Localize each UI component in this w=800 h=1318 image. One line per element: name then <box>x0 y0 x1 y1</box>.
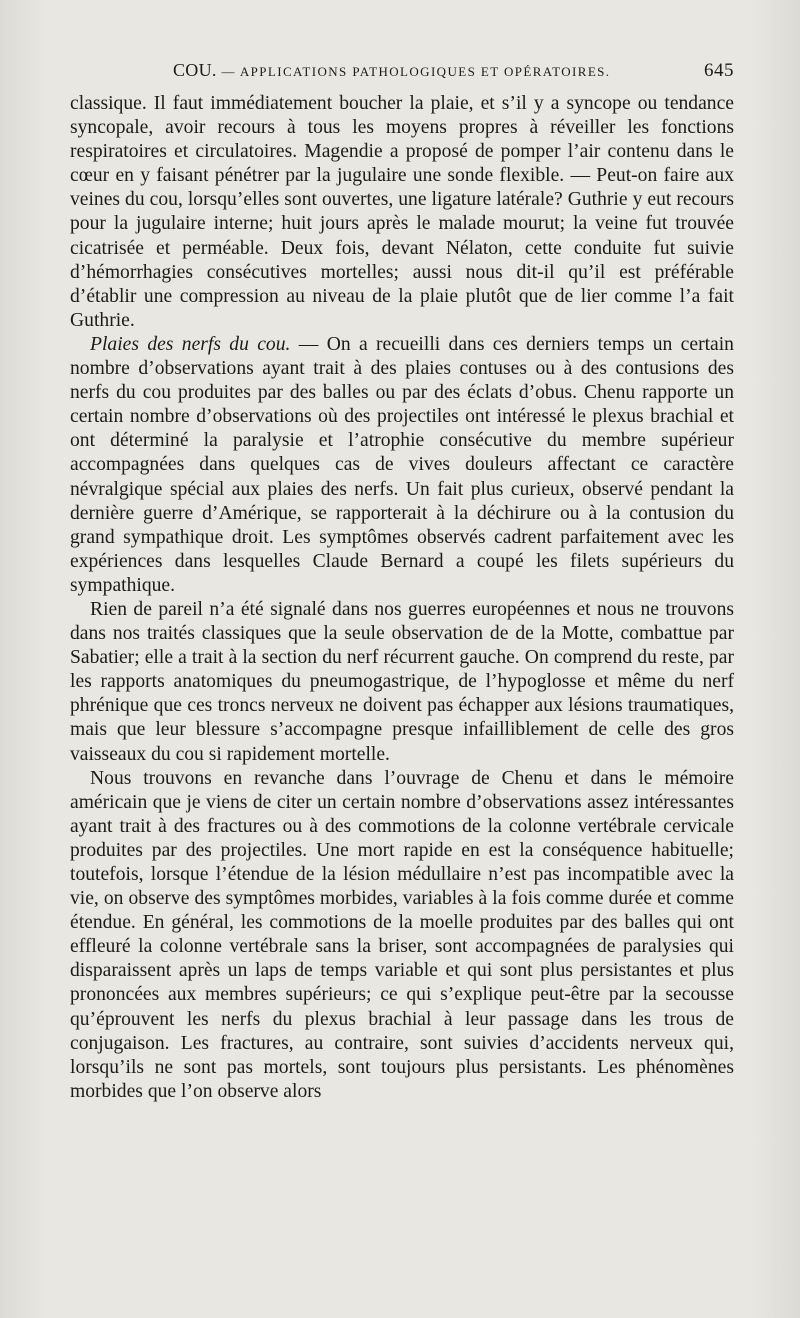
paragraph-2-text: — On a recueilli dans ces derniers temps un certain nombre d’observations ayant trait à des plaies contuses ou à des contusions des nerfs du cou produites par des balles ou par des éclats d’obus. Chenu rapporte un certain nombre d’observations où des projectiles ont intéressé le plexus brachial et ont déterminé la paralysie et l’atrophie consécutive du membre supérieur accompagnées dans quelques cas de vives douleurs affectant ce caractère névralgique spécial aux plaies des nerfs. Un fait plus curieux, observé pendant la dernière guerre d’Amérique, se rapporterait à la déchirure ou à la contusion du grand sympathique droit. Les symptômes observés cadrent parfaitement avec les expériences dans lesquelles Claude Bernard a coupé les filets supérieurs du sympathique. <box>70 333 734 596</box>
running-head <box>173 60 610 81</box>
paragraph-1-text: classique. Il faut immédiatement boucher la plaie, et s’il y a syncope ou tendance syncopale, avoir recours à tous les moyens propres à réveiller les fonctions respiratoires et circulatoires. Magendie a proposé de pomper l’air contenu dans le cœur en y faisant pénétrer par la jugulaire une sonde flexible. — Peut-on faire aux veines du cou, lorsqu’elles sont ouvertes, une ligature latérale? Guthrie y eut recours pour la jugulaire interne; huit jours après le malade mourut; la veine fut trouvée cicatrisée et perméable. Deux fois, devant Nélaton, cette conduite fut suivie d’hémorrhagies consécutives mortelles; aussi nous dit-il qu’il est préférable d’établir une compression au niveau de la plaie plutôt que de lier comme l’a fait Guthrie. <box>70 93 734 331</box>
page-number: 645 <box>704 60 734 81</box>
running-head-subtitle: — APPLICATIONS PATHOLOGIQUES ET OPÉRATOIRES. <box>221 64 611 79</box>
section-heading-nerfs: Plaies des nerfs du cou. <box>90 333 291 355</box>
paragraph-1 <box>70 92 734 333</box>
page-header <box>70 60 734 86</box>
running-head-title: COU. <box>173 60 217 80</box>
page-body <box>70 92 734 1104</box>
paragraph-3-text: Rien de pareil n’a été signalé dans nos guerres européennes et nous ne trouvons dans nos traités classiques que la seule observation de de la Motte, combattue par Sabatier; elle a trait à la section du nerf récurrent gauche. On comprend du reste, par les rapports anatomiques du pneumogastrique, de l’hypoglosse et même du nerf phrénique que ces troncs nerveux ne doivent pas échapper aux lésions traumatiques, mais que leur blessure s’accompagne presque infailliblement de celle des gros vaisseaux du cou si rapidement mortelle. <box>70 598 734 765</box>
paragraph-2 <box>70 333 734 598</box>
paragraph-4-text: Nous trouvons en revanche dans l’ouvrage de Chenu et dans le mémoire américain que je viens de citer un certain nombre d’observations assez intéressantes ayant trait à des fractures ou à des commotions de la colonne vertébrale cervicale produites par des projectiles. Une mort rapide en est la conséquence habituelle; toutefois, lorsque l’étendue de la lésion médullaire n’est pas incompatible avec la vie, on observe des symptômes morbides, variables à la fois comme durée et comme étendue. En général, les commotions de la moelle produites par des balles qui ont effleuré la colonne vertébrale sans la briser, sont accompagnées de paralysies qui disparaissent après un laps de temps variable et qui sont plus persistantes et plus prononcées aux membres supérieurs; ce qui s’explique peut-être par la secousse qu’éprouvent les nerfs du plexus brachial à leur passage dans les trous de conjugaison. Les fractures, au contraire, sont suivies d’accidents nerveux qui, lorsqu’ils ne sont pas mortels, sont toujours plus persistants. Les phénomènes morbides que l’on observe alors <box>70 767 734 1102</box>
paragraph-4 <box>70 767 734 1104</box>
paragraph-3 <box>70 598 734 767</box>
